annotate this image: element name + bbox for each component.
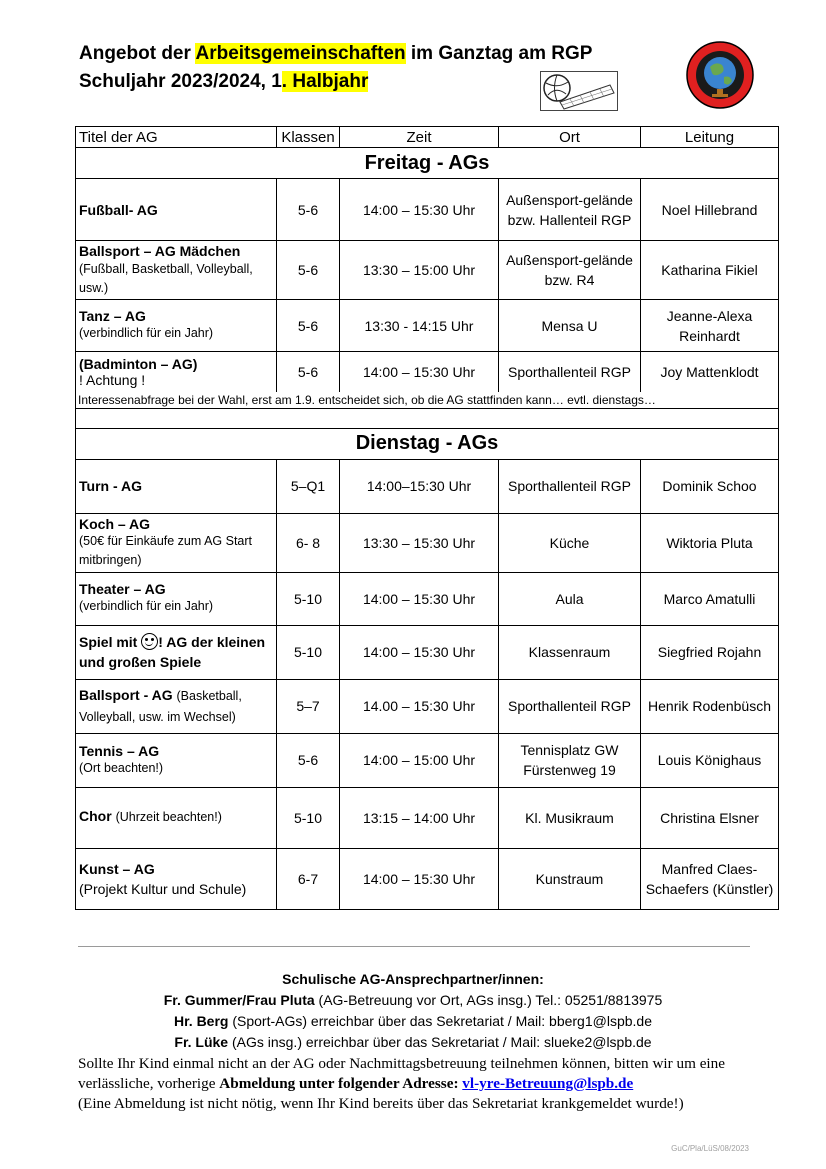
table-cell: 14:00 – 15:30 Uhr	[340, 179, 499, 241]
page-header	[79, 40, 592, 96]
section-friday: Freitag - AGs	[76, 148, 779, 179]
table-cell: Turn - AG	[76, 459, 277, 513]
contacts-title: Schulische AG-Ansprechpartner/innen:	[282, 971, 544, 987]
smiley-icon	[141, 633, 158, 650]
table-cell: 14:00 – 15:30 Uhr	[340, 352, 499, 392]
table-cell: 14:00 – 15:30 Uhr	[340, 572, 499, 625]
ag-table	[75, 126, 779, 910]
table-cell: Mensa U	[499, 300, 641, 352]
table-cell: Dominik Schoo	[641, 459, 779, 513]
table-cell: Küche	[499, 513, 641, 572]
table-cell: 5-6	[277, 179, 340, 241]
table-cell: Marco Amatulli	[641, 572, 779, 625]
table-cell: Koch – AG (50€ für Einkäufe zum AG Start mitbringen)	[76, 513, 277, 572]
table-cell: 13:30 – 15:00 Uhr	[340, 241, 499, 300]
table-cell: Siegfried Rojahn	[641, 625, 779, 679]
table-row	[76, 513, 779, 572]
table-cell: Spiel mit ! AG der kleinen und großen Spiele	[76, 625, 277, 679]
table-row	[76, 679, 779, 733]
table-row	[76, 787, 779, 848]
table-cell: (Badminton – AG) ! Achtung !	[76, 352, 277, 392]
table-cell: Theater – AG (verbindlich für ein Jahr)	[76, 572, 277, 625]
table-cell: 13:30 – 15:30 Uhr	[340, 513, 499, 572]
table-cell: Sporthallenteil RGP	[499, 459, 641, 513]
col-leitung: Leitung	[641, 127, 779, 148]
table-cell: Kunstraum	[499, 848, 641, 909]
table-row	[76, 300, 779, 352]
note-row	[76, 392, 779, 409]
table-cell: Manfred Claes-Schaefers (Künstler)	[641, 848, 779, 909]
table-cell: Sporthallenteil RGP	[499, 679, 641, 733]
table-cell: 5-10	[277, 787, 340, 848]
table-cell: Chor (Uhrzeit beachten!)	[76, 787, 277, 848]
footer-reference: GuC/Pla/LüS/08/2023	[671, 1144, 749, 1153]
table-cell: Kl. Musikraum	[499, 787, 641, 848]
table-row	[76, 179, 779, 241]
header-line-2: Schuljahr 2023/2024, 1. Halbjahr	[79, 71, 369, 92]
col-klassen: Klassen	[277, 127, 340, 148]
table-cell: 5–7	[277, 679, 340, 733]
table-cell: Katharina Fikiel	[641, 241, 779, 300]
absence-paragraph: Sollte Ihr Kind einmal nicht an der AG oder Nachmittagsbetreuung teilnehmen können, bitten wir um eine verlässliche, vorherige Abmeldung unter folgender Adresse: vl-yre-Betreuung@lspb.de (Eine Abmeldung ist nicht nötig, wenn Ihr Kind bereits über das Sekretariat krankgemeldet wurde!)	[78, 1055, 725, 1112]
table-cell: Außensport-gelände bzw. Hallenteil RGP	[499, 179, 641, 241]
table-cell: Ballsport - AG (Basketball, Volleyball, usw. im Wechsel)	[76, 679, 277, 733]
header-line-1: Angebot der Arbeitsgemeinschaften im Ganztag am RGP	[79, 43, 593, 64]
table-row	[76, 848, 779, 909]
col-title: Titel der AG	[76, 127, 277, 148]
table-cell: Wiktoria Pluta	[641, 513, 779, 572]
table-cell: Klassenraum	[499, 625, 641, 679]
volleyball-icon	[540, 71, 618, 111]
table-cell: Aula	[499, 572, 641, 625]
table-cell: 14:00 – 15:30 Uhr	[340, 848, 499, 909]
divider	[78, 946, 750, 947]
school-globe-logo	[686, 41, 754, 109]
table-cell: 5-6	[277, 241, 340, 300]
col-ort: Ort	[499, 127, 641, 148]
table-cell: Tanz – AG (verbindlich für ein Jahr)	[76, 300, 277, 352]
table-cell: 5-6	[277, 733, 340, 787]
table-cell: Tennisplatz GW Fürstenweg 19	[499, 733, 641, 787]
table-cell: 6-7	[277, 848, 340, 909]
table-cell: 14:00 – 15:00 Uhr	[340, 733, 499, 787]
table-cell: Sporthallenteil RGP	[499, 352, 641, 392]
table-row	[76, 459, 779, 513]
table-row	[76, 572, 779, 625]
contact-line: Hr. Berg (Sport-AGs) erreichbar über das Sekretariat / Mail: bberg1@lspb.de	[174, 1013, 652, 1029]
table-cell: Jeanne-Alexa Reinhardt	[641, 300, 779, 352]
table-cell: 5-10	[277, 572, 340, 625]
table-cell: 14:00–15:30 Uhr	[340, 459, 499, 513]
table-cell: Noel Hillebrand	[641, 179, 779, 241]
table-cell: Fußball- AG	[76, 179, 277, 241]
table-cell: Ballsport – AG Mädchen (Fußball, Basketball, Volleyball, usw.)	[76, 241, 277, 300]
table-cell: Außensport-gelände bzw. R4	[499, 241, 641, 300]
table-cell: Tennis – AG (Ort beachten!)	[76, 733, 277, 787]
absence-email-link[interactable]: vl-yre-Betreuung@lspb.de	[462, 1075, 634, 1092]
table-cell: 5-6	[277, 300, 340, 352]
contact-line: Fr. Gummer/Frau Pluta (AG-Betreuung vor Ort, AGs insg.) Tel.: 05251/8813975	[163, 992, 663, 1008]
table-cell: Kunst – AG (Projekt Kultur und Schule)	[76, 848, 277, 909]
table-cell: 14.00 – 15:30 Uhr	[340, 679, 499, 733]
table-cell: 5–Q1	[277, 459, 340, 513]
spacer-row	[76, 408, 779, 428]
table-header	[76, 127, 779, 148]
table-cell: 6- 8	[277, 513, 340, 572]
section-tuesday: Dienstag - AGs	[76, 428, 779, 459]
table-cell: 13:30 - 14:15 Uhr	[340, 300, 499, 352]
table-row	[76, 352, 779, 392]
table-cell: Christina Elsner	[641, 787, 779, 848]
highlight: . Halbjahr	[281, 71, 369, 92]
col-zeit: Zeit	[340, 127, 499, 148]
badminton-note: Interessenabfrage bei der Wahl, erst am 1.9. entscheidet sich, ob die AG stattfinden kann… evtl. dienstags…	[76, 392, 779, 409]
table-row	[76, 241, 779, 300]
table-cell: 13:15 – 14:00 Uhr	[340, 787, 499, 848]
highlight: Arbeitsgemeinschaften	[195, 43, 406, 64]
table-cell: 14:00 – 15:30 Uhr	[340, 625, 499, 679]
table-cell: 5-10	[277, 625, 340, 679]
contact-line: Fr. Lüke (AGs insg.) erreichbar über das Sekretariat / Mail: slueke2@lspb.de	[174, 1034, 652, 1050]
table-cell: Louis Könighaus	[641, 733, 779, 787]
table-cell: Joy Mattenklodt	[641, 352, 779, 392]
table-row	[76, 733, 779, 787]
table-row	[76, 625, 779, 679]
table-cell: 5-6	[277, 352, 340, 392]
table-cell: Henrik Rodenbüsch	[641, 679, 779, 733]
